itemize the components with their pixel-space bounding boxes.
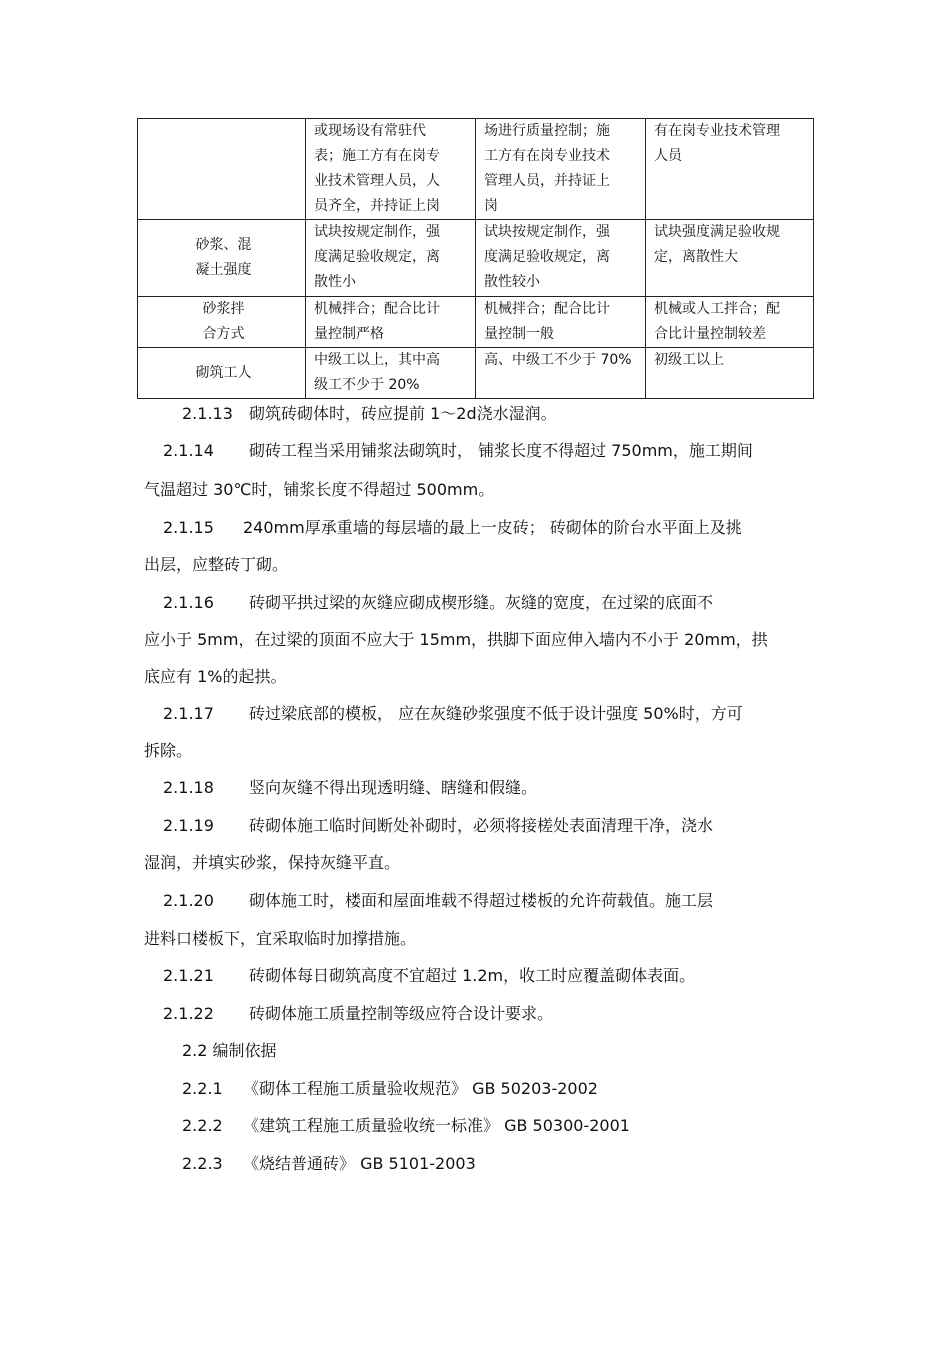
clause-text: 240mm厚承重墙的每层墙的最上一皮砖； 砖砌体的阶台水平面上及挑 [243,518,742,537]
reference-number: 2.2.3 [182,1154,223,1173]
clause-number: 2.1.13 [182,404,233,423]
table-row-label: 砂浆、混 凝土强度 [138,220,306,297]
clause-text-continued: 底应有 1%的起拱。 [144,667,287,686]
clause-text-continued: 应小于 5mm，在过梁的顶面不应大于 15mm，拱脚下面应伸入墙内不小于 20mm，拱 [144,630,768,649]
reference-text: 《砌体工程施工质量验收规范》 GB 50203-2002 [243,1079,598,1098]
clause-text: 砌砖工程当采用铺浆法砌筑时， 铺浆长度不得超过 750mm，施工期间 [249,441,753,460]
table-cell: 机械拌合；配合比计 量控制严格 [306,297,476,348]
reference-number: 2.2.1 [182,1079,223,1098]
reference-text: 《烧结普通砖》 GB 5101-2003 [243,1154,476,1173]
clause-number: 2.1.18 [163,778,214,797]
table-row [138,297,814,348]
clause-number: 2.1.20 [163,891,214,910]
clause-text-continued: 进料口楼板下，宜采取临时加撑措施。 [144,929,417,948]
clause-text-continued: 湿润，并填实砂浆，保持灰缝平直。 [144,853,401,872]
table-row [138,348,814,399]
clause-text: 砖过梁底部的模板， 应在灰缝砂浆强度不低于设计强度 50%时，方可 [249,704,743,723]
clause-text: 砌筑砖砌体时，砖应提前 1～2d浇水湿润。 [249,404,557,423]
clause-number: 2.1.19 [163,816,214,835]
table-cell: 试块按规定制作，强 度满足验收规定，离 散性较小 [476,220,646,297]
table-row [138,220,814,297]
section-heading: 2.2 编制依据 [182,1041,277,1060]
clause-number: 2.1.22 [163,1004,214,1023]
table-cell: 场进行质量控制；施 工方有在岗专业技术 管理人员，并持证上 岗 [476,119,646,220]
table-cell: 中级工以上，其中高 级工不少于 20% [306,348,476,399]
table-cell: 或现场设有常驻代 表；施工方有在岗专 业技术管理人员，人 员齐全，并持证上岗 [306,119,476,220]
clause-text: 砖砌体每日砌筑高度不宜超过 1.2m，收工时应覆盖砌体表面。 [249,966,696,985]
clause-text: 竖向灰缝不得出现透明缝、瞎缝和假缝。 [249,778,538,797]
table-row-label [138,119,306,220]
clause-number: 2.1.21 [163,966,214,985]
table-row [138,119,814,220]
quality-control-table [137,118,814,399]
table-cell: 有在岗专业技术管理 人员 [646,119,814,220]
table-cell: 试块强度满足验收规 定，离散性大 [646,220,814,297]
clause-text: 砖砌体施工临时间断处补砌时，必须将接槎处表面清理干净，浇水 [249,816,714,835]
clause-text-continued: 拆除。 [144,741,193,760]
clause-number: 2.1.15 [163,518,214,537]
clause-number: 2.1.17 [163,704,214,723]
clause-number: 2.1.14 [163,441,214,460]
clause-text-continued: 出层，应整砖丁砌。 [144,555,289,574]
table-row-label: 砌筑工人 [138,348,306,399]
clause-text: 砖砌平拱过梁的灰缝应砌成楔形缝。灰缝的宽度，在过梁的底面不 [249,593,714,612]
table-cell: 机械拌合；配合比计 量控制一般 [476,297,646,348]
clause-text: 砖砌体施工质量控制等级应符合设计要求。 [249,1004,554,1023]
table-cell: 高、中级工不少于 70% [476,348,646,399]
table-row-label: 砂浆拌 合方式 [138,297,306,348]
clause-text-continued: 气温超过 30℃时，铺浆长度不得超过 500mm。 [144,480,495,499]
clause-text: 砌体施工时，楼面和屋面堆载不得超过楼板的允许荷载值。施工层 [249,891,714,910]
table-cell: 机械或人工拌合；配 合比计量控制较差 [646,297,814,348]
reference-text: 《建筑工程施工质量验收统一标准》 GB 50300-2001 [243,1116,630,1135]
table-cell: 试块按规定制作，强 度满足验收规定，离 散性小 [306,220,476,297]
table-cell: 初级工以上 [646,348,814,399]
clause-number: 2.1.16 [163,593,214,612]
reference-number: 2.2.2 [182,1116,223,1135]
